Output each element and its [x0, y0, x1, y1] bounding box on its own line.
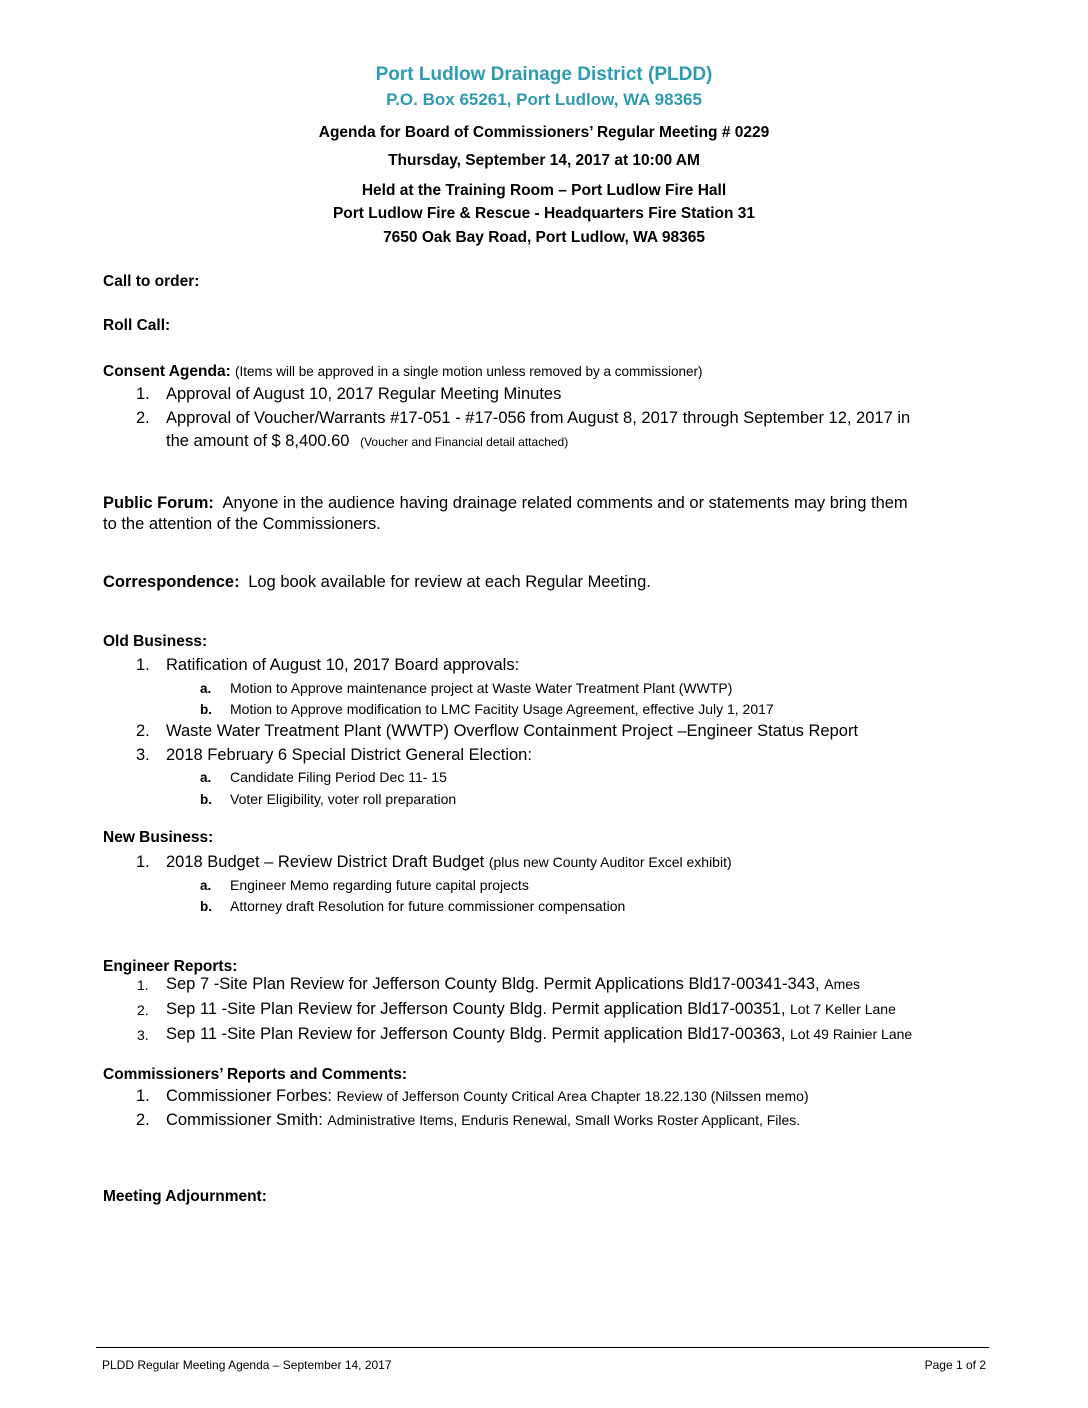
footer-left: PLDD Regular Meeting Agenda – September 14, 2017 — [102, 1358, 392, 1372]
engineer-item-3-note: Lot 49 Rainier Lane — [790, 1026, 913, 1042]
old-item-2-text: Waste Water Treatment Plant (WWTP) Overflow Containment Project –Engineer Status Report — [166, 722, 859, 740]
consent-item-2-text: Approval of Voucher/Warrants #17-051 - #17-056 from August 8, 2017 through September 12, 2017 in — [166, 409, 911, 427]
new-item-1-text: 2018 Budget – Review District Draft Budget — [166, 853, 485, 871]
meeting-date-time: Thursday, September 14, 2017 at 10:00 AM — [388, 152, 700, 169]
old-item-1b-text: Motion to Approve modification to LMC Facitity Usage Agreement, effective July 1, 2017 — [230, 701, 774, 717]
engineer-item-3-num: 3. — [137, 1027, 149, 1043]
consent-agenda-note: (Items will be approved in a single motion unless removed by a commissioner) — [235, 364, 703, 379]
engineer-item-2-line — [166, 1000, 896, 1019]
public-forum-line-1 — [103, 494, 908, 513]
org-name: Port Ludlow Drainage District (PLDD) — [375, 64, 713, 85]
old-item-1a-num: a. — [200, 681, 212, 696]
new-item-1b-num: b. — [200, 899, 212, 914]
correspondence-line — [103, 573, 651, 592]
location-line-3: 7650 Oak Bay Road, Port Ludlow, WA 98365 — [383, 229, 705, 246]
new-item-1-line — [166, 853, 732, 872]
adjournment-heading: Meeting Adjournment: — [103, 1188, 267, 1205]
engineer-item-1-text: Sep 7 -Site Plan Review for Jefferson County Bldg. Permit Applications Bld17-00341-343, — [166, 975, 820, 993]
new-item-1-note: (plus new County Auditor Excel exhibit) — [488, 854, 732, 870]
old-item-3a-text: Candidate Filing Period Dec 11- 15 — [230, 769, 447, 785]
commissioner-item-1-num: 1. — [136, 1087, 150, 1105]
new-item-1a-num: a. — [200, 878, 212, 893]
engineer-item-1-line — [166, 975, 860, 994]
roll-call-heading: Roll Call: — [103, 317, 171, 334]
correspondence-text: Log book available for review at each Regular Meeting. — [248, 573, 651, 591]
correspondence-heading: Correspondence: — [103, 573, 240, 591]
old-item-3-num: 3. — [136, 746, 150, 764]
footer-divider — [96, 1347, 989, 1348]
old-business-heading: Old Business: — [103, 633, 208, 650]
old-item-3b-text: Voter Eligibility, voter roll preparation — [230, 791, 457, 807]
commissioner-item-2-num: 2. — [136, 1111, 150, 1129]
consent-item-2-note: (Voucher and Financial detail attached) — [360, 435, 569, 449]
commissioner-item-2-line — [166, 1111, 800, 1130]
engineer-reports-heading: Engineer Reports: — [103, 958, 238, 975]
commissioner-item-1-text: Commissioner Forbes: — [166, 1087, 332, 1105]
old-item-3b-num: b. — [200, 792, 212, 807]
public-forum-text-1: Anyone in the audience having drainage related comments and or statements may bring them — [222, 494, 908, 512]
commissioner-item-2-text: Commissioner Smith: — [166, 1111, 323, 1129]
consent-agenda-label: Consent Agenda: — [103, 363, 231, 380]
public-forum-text-2: to the attention of the Commissioners. — [103, 515, 381, 533]
engineer-item-2-num: 2. — [137, 1002, 149, 1018]
location-line-2: Port Ludlow Fire & Rescue - Headquarters Fire Station 31 — [332, 205, 756, 222]
old-item-1b-num: b. — [200, 702, 212, 717]
new-item-1-num: 1. — [136, 853, 150, 871]
old-item-1-num: 1. — [136, 656, 150, 674]
old-item-1a-text: Motion to Approve maintenance project at Waste Water Treatment Plant (WWTP) — [230, 680, 733, 696]
consent-item-1-num: 1. — [136, 385, 150, 403]
engineer-item-1-num: 1. — [137, 977, 149, 993]
consent-item-2-num: 2. — [136, 409, 150, 427]
agenda-title: Agenda for Board of Commissioners’ Regular Meeting # 0229 — [318, 124, 770, 141]
commissioner-item-2-note: Administrative Items, Enduris Renewal, Small Works Roster Applicant, Files. — [327, 1112, 801, 1128]
old-item-3-text: 2018 February 6 Special District General Election: — [166, 746, 532, 764]
new-item-1a-text: Engineer Memo regarding future capital projects — [230, 877, 529, 893]
commissioners-heading: Commissioners’ Reports and Comments: — [103, 1066, 408, 1083]
consent-item-2-cont — [166, 432, 568, 451]
old-item-1-text: Ratification of August 10, 2017 Board approvals: — [166, 656, 520, 674]
commissioner-item-1-note: Review of Jefferson County Critical Area Chapter 18.22.130 (Nilssen memo) — [336, 1088, 809, 1104]
org-address: P.O. Box 65261, Port Ludlow, WA 98365 — [386, 90, 702, 109]
engineer-item-2-note: Lot 7 Keller Lane — [790, 1001, 896, 1017]
consent-item-2-amount: the amount of $ 8,400.60 — [166, 432, 350, 450]
old-item-2-num: 2. — [136, 722, 150, 740]
engineer-item-3-line — [166, 1025, 912, 1044]
consent-item-1-text: Approval of August 10, 2017 Regular Meeting Minutes — [166, 385, 562, 403]
new-business-heading: New Business: — [103, 829, 214, 846]
consent-agenda-heading — [103, 363, 703, 381]
footer-page-number: Page 1 of 2 — [924, 1358, 986, 1372]
old-item-3a-num: a. — [200, 770, 212, 785]
engineer-item-3-text: Sep 11 -Site Plan Review for Jefferson County Bldg. Permit application Bld17-00363, — [166, 1025, 786, 1043]
public-forum-heading: Public Forum: — [103, 494, 214, 512]
new-item-1b-text: Attorney draft Resolution for future commissioner compensation — [230, 898, 626, 914]
commissioner-item-1-line — [166, 1087, 809, 1106]
call-to-order-heading: Call to order: — [103, 273, 200, 290]
engineer-item-2-text: Sep 11 -Site Plan Review for Jefferson County Bldg. Permit application Bld17-00351, — [166, 1000, 786, 1018]
location-line-1: Held at the Training Room – Port Ludlow Fire Hall — [361, 182, 727, 199]
engineer-item-1-note: Ames — [824, 976, 861, 992]
